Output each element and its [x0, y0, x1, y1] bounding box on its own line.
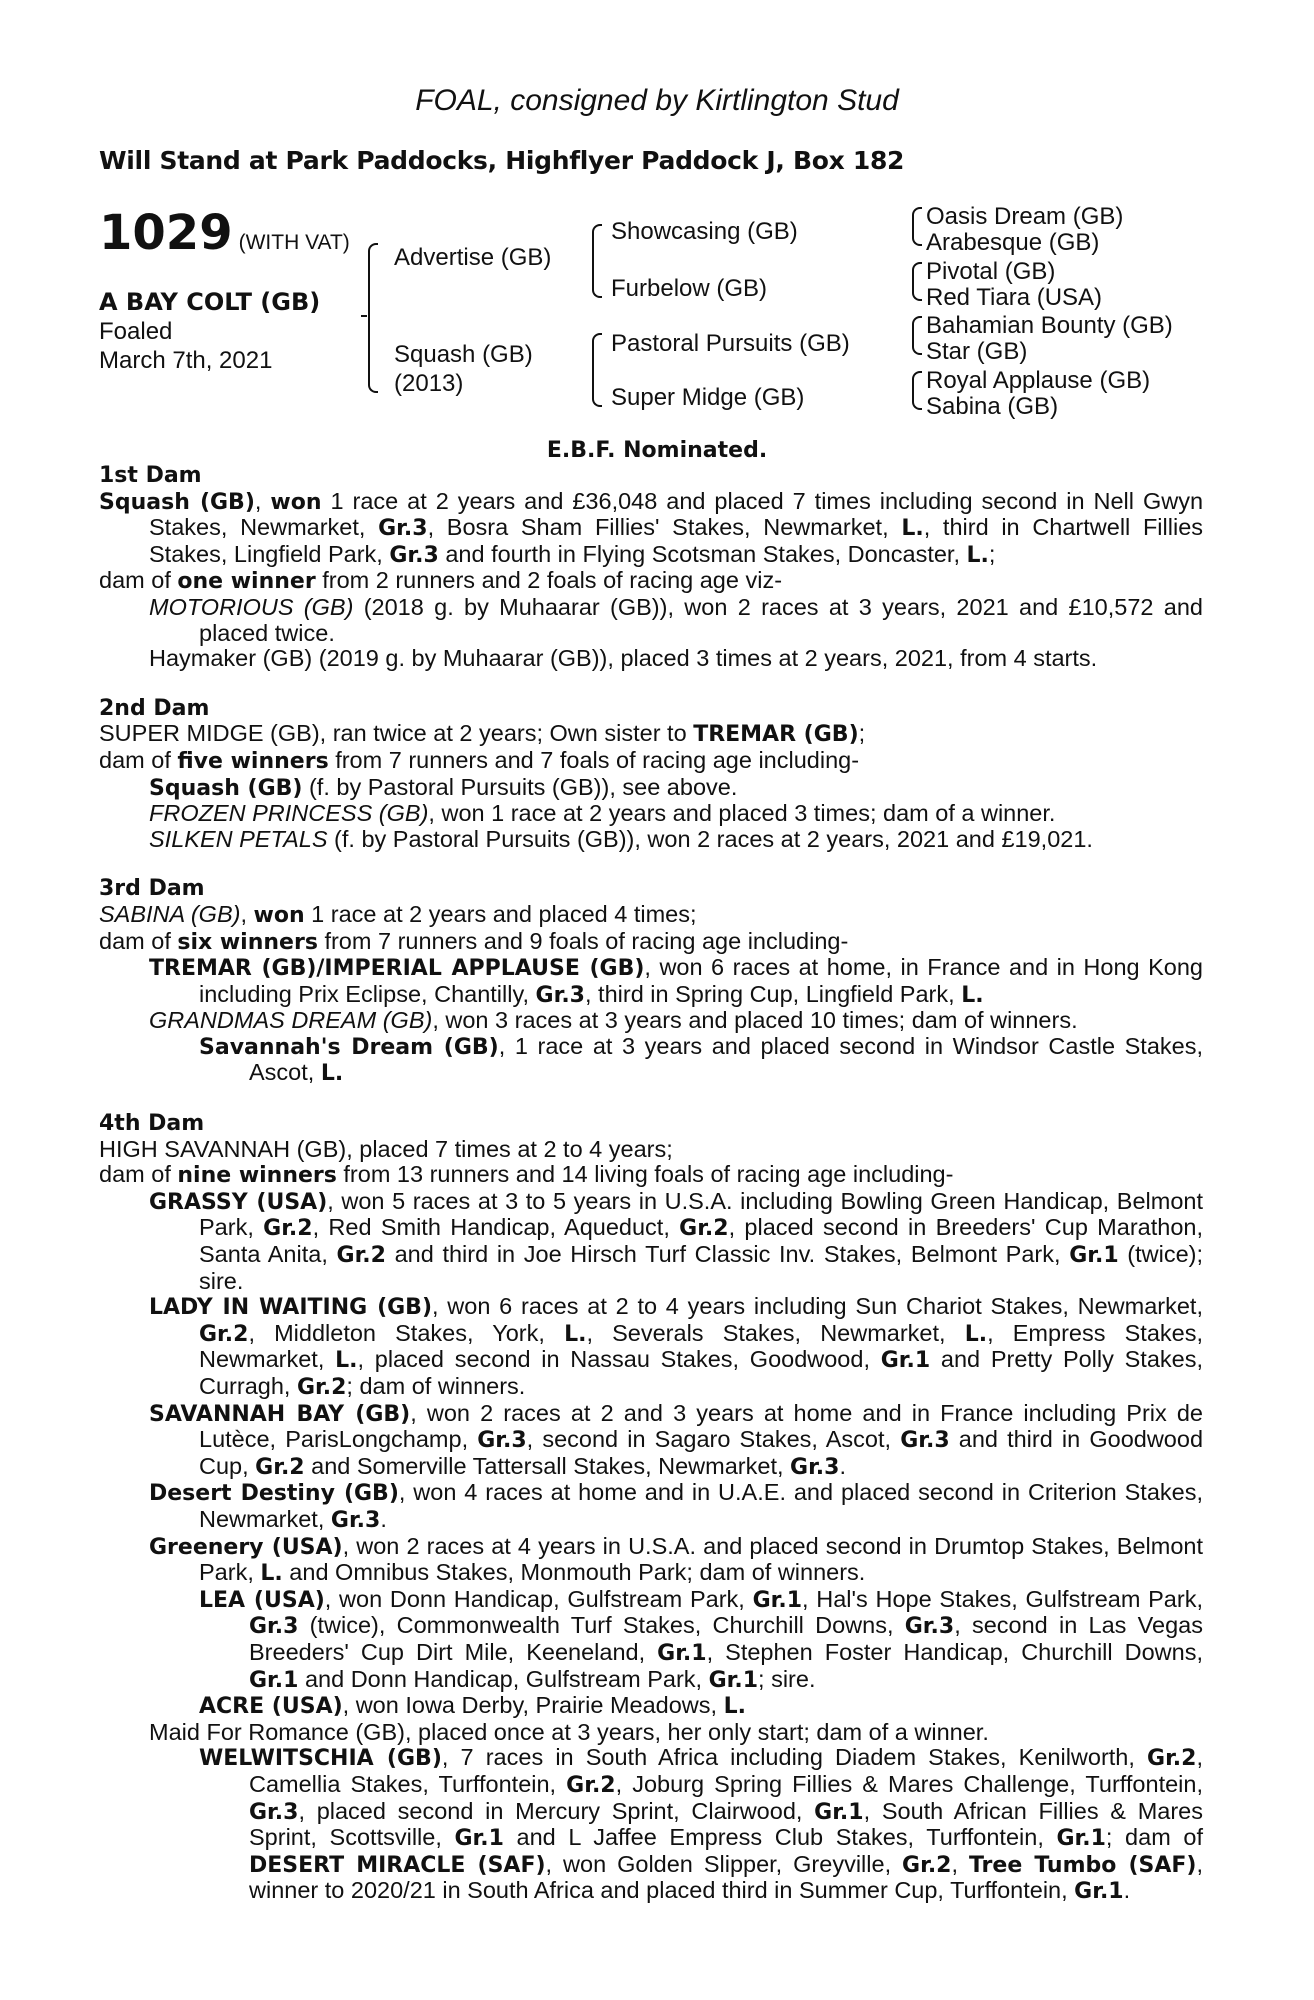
bold-text: Gr.1 — [1069, 1243, 1119, 1269]
text-run: , won 2 races at 2 and 3 years at home and in France including Prix de Lutèce, ParisLongchamp, — [199, 1399, 1203, 1453]
text-run: and fourth in Flying Scotsman Stakes, Doncaster, — [438, 540, 967, 567]
bold-text: Squash (GB) — [99, 489, 255, 515]
bold-text: Gr.1 — [1074, 1879, 1124, 1905]
pedigree-entry — [99, 1034, 1203, 1087]
bold-text: L. — [564, 1321, 587, 1347]
text-run: , won Golden Slipper, Greyville, — [545, 1850, 903, 1877]
pedigree-entry — [99, 775, 1203, 802]
stable-location: Will Stand at Park Paddocks, Highflyer Paddock J, Box 182 — [99, 146, 905, 175]
text-run: , Hal's Hope Stakes, Gulfstream Park, — [802, 1585, 1203, 1612]
pedigree-entry — [99, 595, 1203, 646]
text-run: , won 5 races at 3 to 5 years in U.S.A. including Bowling Green Handicap, Belmont Park, — [199, 1187, 1203, 1241]
ebf-nomination: E.B.F. Nominated. — [546, 438, 768, 463]
text-run: dam of — [99, 746, 178, 773]
bold-text: Gr.2 — [679, 1216, 729, 1242]
pedigree-entry — [99, 827, 1203, 853]
brace-tip — [361, 315, 367, 317]
text-run: ; dam of winners. — [346, 1373, 526, 1399]
text-run: and third in Goodwood Cup, — [199, 1426, 1204, 1479]
bold-text: Gr.2 — [263, 1216, 313, 1242]
bold-text: Gr.3 — [900, 1428, 950, 1454]
text-run: and Omnibus Stakes, Monmouth Park; dam of winners. — [282, 1559, 866, 1586]
bold-text: Gr.2 — [199, 1321, 249, 1347]
lot-number-block — [99, 205, 350, 261]
bold-text: nine winners — [177, 1163, 337, 1189]
bold-text: won — [253, 902, 305, 928]
bold-text: Gr.3 — [535, 982, 585, 1008]
text-run: , — [240, 900, 254, 927]
bold-text: ACRE (USA) — [199, 1694, 343, 1720]
brace-gen3-1 — [912, 207, 922, 246]
bold-text: LADY IN WAITING (GB) — [149, 1295, 433, 1321]
text-run: (twice), Commonwealth Turf Stakes, Churchill Downs, — [298, 1612, 905, 1639]
bold-text: Savannah's Dream (GB) — [199, 1034, 499, 1060]
text-run: , won 6 races at home, in France and in Hong Kong including Prix Eclipse, Chantilly, — [199, 954, 1203, 1007]
pedigree-entry — [99, 646, 1203, 672]
text-run: . — [1123, 1877, 1131, 1904]
text-run: , won 3 races at 3 years and placed 10 times; dam of winners. — [432, 1007, 1078, 1034]
text-run: , winner to 2020/21 in South Africa and placed third in Summer Cup, Turffontein, — [249, 1850, 1203, 1904]
text-run: HIGH SAVANNAH (GB), placed 7 times at 2 to 4 years; — [99, 1135, 673, 1162]
text-run: , 1 race at 3 years and placed second in Windsor Castle Stakes, Ascot, — [249, 1032, 1203, 1086]
text-run: , third in Spring Cup, Lingfield Park, — [584, 980, 962, 1007]
dam-section — [99, 1111, 1203, 1905]
bold-text: Gr.3 — [790, 1454, 840, 1480]
consignor-line: FOAL, consigned by Kirtlington Stud — [415, 84, 899, 117]
text-run: and Donn Handicap, Gulfstream Park, — [298, 1665, 709, 1692]
brace-gen3-3 — [912, 316, 922, 355]
text-run: and Somerville Tattersall Stakes, Newmarket, — [304, 1452, 791, 1479]
bold-text: Gr.1 — [454, 1826, 504, 1852]
foaled-label: Foaled — [99, 318, 173, 345]
dam-section — [99, 696, 1203, 853]
italic-text: MOTORIOUS (GB) — [149, 593, 354, 620]
pedigree-entry — [99, 1294, 1203, 1400]
text-run: dam of — [99, 1161, 178, 1188]
text-run: , — [951, 1850, 969, 1877]
bold-text: LEA (USA) — [199, 1587, 325, 1613]
bold-text: WELWITSCHIA (GB) — [199, 1746, 442, 1772]
brace-gen3-4 — [912, 371, 922, 410]
pedigree-entry — [99, 748, 1203, 775]
bold-text: Gr.3 — [477, 1428, 527, 1454]
bold-text: Gr.2 — [902, 1852, 952, 1878]
pedigree-entry — [99, 1189, 1203, 1294]
bold-text: Gr.1 — [752, 1587, 802, 1613]
pedigree-entry — [99, 1587, 1203, 1693]
bold-text: Gr.1 — [1056, 1826, 1106, 1852]
dam-heading: 4th Dam — [99, 1111, 205, 1137]
bold-text: GRASSY (USA) — [149, 1189, 328, 1215]
text-run: , won 2 races at 4 years in U.S.A. and placed second in Drumtop Stakes, Belmont Park, — [199, 1532, 1203, 1586]
dam-name: Squash (GB) — [394, 341, 533, 368]
pedigree-entry — [99, 1008, 1203, 1034]
text-run: , Joburg Spring Fillies & Mares Challenge, Turffontein, — [615, 1770, 1203, 1797]
text-run: from 13 runners and 14 living foals of racing age including- — [336, 1161, 954, 1188]
pedigree-entry — [99, 929, 1203, 956]
text-run: and Pretty Polly Stakes, Curragh, — [199, 1346, 1203, 1399]
pedigree-entry — [99, 1137, 1203, 1163]
brace-dam-parents — [592, 333, 602, 407]
text-run: ; dam of — [1105, 1824, 1203, 1851]
text-run: , Empress Stakes, Newmarket, — [199, 1319, 1203, 1373]
pedigree-entry — [99, 1162, 1203, 1189]
text-run: , won Donn Handicap, Gulfstream Park, — [324, 1585, 753, 1612]
text-run: and third in Joe Hirsch Turf Classic Inv. Stakes, Belmont Park, — [385, 1241, 1070, 1268]
bold-text: SAVANNAH BAY (GB) — [149, 1401, 411, 1427]
bold-text: Gr.2 — [1147, 1746, 1197, 1772]
bold-text: Gr.2 — [296, 1375, 347, 1400]
gen3-dss: Bahamian Bounty (GB) — [926, 312, 1173, 339]
bold-text: DESERT MIRACLE (SAF) — [249, 1852, 546, 1878]
bold-text: Gr.1 — [814, 1799, 864, 1825]
vat-note: (WITH VAT) — [238, 231, 350, 254]
gen3-dsd: Star (GB) — [926, 338, 1028, 365]
text-run: Haymaker (GB) (2019 g. by Muhaarar (GB)), placed 3 times at 2 years, 2021, from 4 starts. — [149, 645, 1098, 672]
italic-text: GRANDMAS DREAM (GB) — [149, 1007, 433, 1034]
bold-text: L. — [320, 1061, 344, 1087]
horse-title: A BAY COLT (GB) — [99, 288, 321, 316]
bold-text: Squash (GB) — [149, 775, 303, 801]
pedigree-entry — [99, 1534, 1203, 1587]
bold-text: L. — [961, 982, 984, 1008]
bold-text: Gr.3 — [904, 1614, 955, 1640]
text-run: . — [839, 1452, 846, 1479]
text-run: (f. by Pastoral Pursuits (GB)), see above. — [302, 773, 738, 800]
text-run: , second in Las Vegas Breeders' Cup Dirt Mile, Keeneland, — [249, 1612, 1203, 1665]
bold-text: Gr.1 — [880, 1348, 931, 1374]
brace-sire-dam — [368, 243, 378, 393]
text-run: (2018 g. by Muhaarar (GB)), won 2 races at 3 years, 2021 and £10,572 and placed twice. — [199, 593, 1203, 646]
dam-heading: 3rd Dam — [99, 876, 205, 902]
text-run: , placed second in Breeders' Cup Marathon, Santa Anita, — [199, 1214, 1203, 1268]
pedigree-entry — [99, 489, 1203, 569]
text-run: , placed second in Mercury Sprint, Clairwood, — [298, 1797, 815, 1824]
bold-text: Gr.3 — [378, 516, 428, 542]
brace-gen3-2 — [912, 262, 922, 301]
pedigree-entry — [99, 1693, 1203, 1720]
text-run: SUPER MIDGE (GB), ran twice at 2 years; Own sister to — [99, 720, 694, 747]
bold-text: Gr.1 — [708, 1667, 759, 1693]
foaled-date: March 7th, 2021 — [99, 347, 273, 374]
text-run: ; — [988, 540, 996, 567]
text-run: , third in Chartwell Fillies Stakes, Lingfield Park, — [149, 514, 1204, 567]
bold-text: won — [270, 489, 322, 515]
text-run: ; — [858, 720, 866, 747]
text-run: from 7 runners and 9 foals of racing age including- — [317, 927, 849, 954]
text-run: from 2 runners and 2 foals of racing age viz- — [315, 567, 783, 594]
bold-text: L. — [964, 1321, 988, 1347]
bold-text: L. — [901, 516, 924, 542]
bold-text: Gr.3 — [389, 542, 439, 568]
bold-text: Tree Tumbo (SAF) — [968, 1852, 1197, 1878]
bold-text: Gr.3 — [249, 1799, 299, 1825]
text-run: , — [254, 487, 271, 514]
bold-text: Gr.1 — [657, 1640, 707, 1666]
dam-sections — [99, 463, 1203, 1929]
text-run: , Stephen Foster Handicap, Churchill Downs, — [706, 1638, 1203, 1665]
bold-text: L. — [966, 542, 989, 568]
text-run: , second in Sagaro Stakes, Ascot, — [526, 1426, 901, 1453]
bold-text: Gr.2 — [336, 1243, 386, 1269]
bold-text: Greenery (USA) — [149, 1534, 343, 1560]
text-run: , Camellia Stakes, Turffontein, — [249, 1744, 1203, 1797]
dam-section — [99, 463, 1203, 672]
text-run: , Severals Stakes, Newmarket, — [586, 1319, 965, 1346]
pedigree-entry — [99, 1401, 1203, 1481]
text-run: from 7 runners and 7 foals of racing age including- — [328, 746, 860, 773]
bold-text: Gr.3 — [330, 1507, 381, 1533]
text-run: , placed second in Nassau Stakes, Goodwood, — [357, 1346, 881, 1373]
text-run: , won 1 race at 2 years and placed 3 times; dam of a winner. — [428, 800, 1056, 827]
bold-text: L. — [723, 1694, 746, 1720]
italic-text: SILKEN PETALS — [149, 825, 328, 852]
pedigree-entry — [99, 955, 1203, 1008]
horse-info — [99, 288, 320, 375]
dam-section — [99, 876, 1203, 1087]
bold-text: Gr.1 — [249, 1667, 299, 1693]
text-run: and L Jaffee Empress Club Stakes, Turffontein, — [503, 1824, 1057, 1851]
gen3-ddd: Sabina (GB) — [926, 393, 1059, 420]
bold-text: six winners — [177, 929, 318, 955]
dam-sire: Pastoral Pursuits (GB) — [611, 330, 850, 357]
brace-sire-parents — [592, 224, 602, 298]
text-run: , South African Fillies & Mares Sprint, Scottsville, — [249, 1797, 1203, 1851]
bold-text: five winners — [177, 748, 329, 774]
gen3-sss: Oasis Dream (GB) — [926, 203, 1124, 230]
italic-text: SABINA (GB) — [99, 900, 241, 927]
text-run: 1 race at 2 years and £36,048 and placed 7 times including second in Nell Gwyn Stakes, Newmarket, — [149, 487, 1204, 541]
text-run: , 7 races in South Africa including Diadem Stakes, Kenilworth, — [441, 1744, 1148, 1771]
text-run: 1 race at 2 years and placed 4 times; — [304, 900, 697, 927]
bold-text: L. — [335, 1348, 358, 1374]
bold-text: Gr.2 — [255, 1454, 305, 1480]
bold-text: Desert Destiny (GB) — [149, 1481, 399, 1507]
gen3-ssd: Arabesque (GB) — [926, 229, 1100, 256]
sire-dam: Furbelow (GB) — [611, 275, 768, 302]
text-run: (twice); sire. — [199, 1241, 1203, 1294]
bold-text: TREMAR (GB) — [693, 722, 859, 748]
pedigree-entry — [99, 902, 1203, 929]
bold-text: TREMAR (GB)/IMPERIAL APPLAUSE (GB) — [149, 956, 645, 982]
text-run: Maid For Romance (GB), placed once at 3 years, her only start; dam of a winner. — [149, 1718, 989, 1745]
italic-text: FROZEN PRINCESS (GB) — [149, 800, 429, 827]
text-run: , won 6 races at 2 to 4 years including Sun Chariot Stakes, Newmarket, — [432, 1293, 1203, 1320]
bold-text: Gr.2 — [566, 1772, 616, 1798]
pedigree-entry — [99, 1720, 1203, 1746]
text-run: , Red Smith Handicap, Aqueduct, — [312, 1214, 680, 1241]
pedigree-entry — [99, 1480, 1203, 1533]
pedigree-entry — [99, 801, 1203, 827]
text-run: , Bosra Sham Fillies' Stakes, Newmarket, — [427, 514, 902, 541]
pedigree-entry — [99, 1745, 1203, 1905]
dam-heading: 1st Dam — [99, 463, 202, 488]
bold-text: Gr.3 — [249, 1614, 299, 1640]
bold-text: one winner — [177, 569, 316, 595]
gen3-sdd: Red Tiara (USA) — [926, 284, 1103, 311]
text-run: (f. by Pastoral Pursuits (GB)), won 2 races at 2 years, 2021 and £19,021. — [327, 825, 1093, 852]
sire-name: Advertise (GB) — [394, 244, 552, 271]
dam-heading: 2nd Dam — [99, 695, 210, 721]
pedigree-entry — [99, 721, 1203, 748]
lot-number: 1029 — [99, 205, 233, 261]
text-run: , Middleton Stakes, York, — [248, 1319, 565, 1346]
gen3-dds: Royal Applause (GB) — [926, 367, 1151, 394]
dam-dam: Super Midge (GB) — [611, 384, 805, 411]
gen3-sds: Pivotal (GB) — [926, 258, 1056, 285]
pedigree-entry — [99, 568, 1203, 595]
bold-text: L. — [260, 1561, 283, 1587]
sire-sire: Showcasing (GB) — [611, 218, 798, 245]
dam-year: (2013) — [394, 370, 464, 397]
text-run: dam of — [99, 567, 178, 594]
text-run: . — [380, 1505, 387, 1532]
text-run: , won 4 races at home and in U.A.E. and placed second in Criterion Stakes, Newmarket, — [199, 1479, 1204, 1532]
text-run: , won Iowa Derby, Prairie Meadows, — [342, 1692, 724, 1719]
text-run: ; sire. — [758, 1665, 816, 1692]
text-run: dam of — [99, 927, 178, 954]
